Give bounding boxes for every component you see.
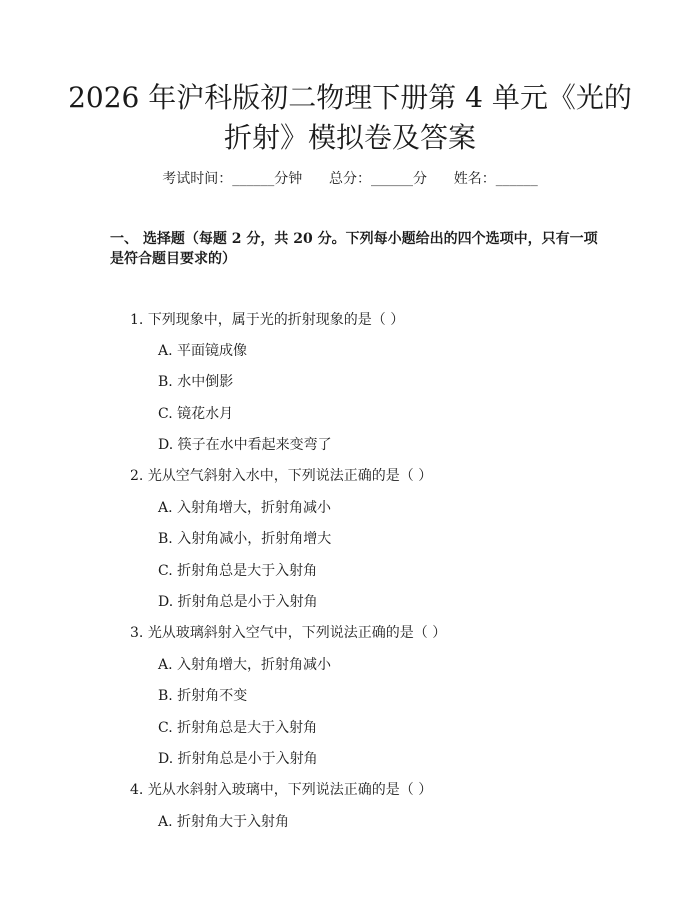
question-2 bbox=[130, 466, 432, 486]
option-letter: B. bbox=[158, 531, 173, 547]
option bbox=[158, 341, 247, 361]
option-text: 入射角减小，折射角增大 bbox=[177, 531, 332, 547]
option bbox=[158, 561, 317, 581]
option bbox=[158, 404, 233, 424]
option-letter: A. bbox=[158, 814, 173, 830]
option-text: 平面镜成像 bbox=[177, 343, 248, 359]
option-letter: C. bbox=[158, 720, 173, 736]
option-text: 水中倒影 bbox=[177, 374, 234, 390]
option-letter: A. bbox=[158, 343, 173, 359]
option bbox=[158, 498, 331, 518]
option bbox=[158, 812, 289, 832]
question-3 bbox=[130, 623, 446, 643]
option bbox=[158, 529, 331, 549]
option bbox=[158, 718, 317, 738]
question-4 bbox=[130, 780, 432, 800]
option-letter: B. bbox=[158, 374, 173, 390]
question-text: 光从空气斜射入水中，下列说法正确的是（ ） bbox=[147, 468, 433, 484]
option-text: 折射角总是小于入射角 bbox=[177, 751, 318, 767]
exam-info: 考试时间：______分钟 总分：______分 姓名：______ bbox=[162, 171, 538, 187]
option-letter: B. bbox=[158, 688, 173, 704]
option bbox=[158, 592, 318, 612]
question-text: 光从玻璃斜射入空气中，下列说法正确的是（ ） bbox=[147, 625, 447, 641]
option-text: 筷子在水中看起来变弯了 bbox=[177, 437, 332, 453]
option-text: 入射角增大，折射角减小 bbox=[177, 500, 332, 516]
option bbox=[158, 655, 331, 675]
option-text: 折射角总是大于入射角 bbox=[177, 720, 318, 736]
question-text: 下列现象中，属于光的折射现象的是（ ） bbox=[147, 312, 405, 328]
option bbox=[158, 686, 247, 706]
question-number: 1. bbox=[130, 312, 144, 328]
question-text: 光从水斜射入玻璃中，下列说法正确的是（ ） bbox=[147, 782, 433, 798]
option-text: 折射角总是大于入射角 bbox=[177, 563, 318, 579]
option-letter: D. bbox=[158, 437, 174, 453]
option-text: 入射角增大，折射角减小 bbox=[177, 657, 332, 673]
section-heading: 一、 选择题（每题 2 分，共 20 分。下列每小题给出的四个选项中，只有一项是符合题目要求的） bbox=[110, 231, 598, 267]
option bbox=[158, 435, 332, 455]
option-letter: A. bbox=[158, 500, 173, 516]
question-number: 2. bbox=[130, 468, 144, 484]
option bbox=[158, 372, 233, 392]
option-text: 折射角不变 bbox=[177, 688, 248, 704]
page-title: 2026 年沪科版初二物理下册第 4 单元《光的折射》模拟卷及答案 bbox=[68, 81, 632, 154]
option-letter: D. bbox=[158, 751, 174, 767]
option-text: 镜花水月 bbox=[177, 406, 234, 422]
question-number: 3. bbox=[130, 625, 144, 641]
option-text: 折射角大于入射角 bbox=[177, 814, 290, 830]
option-text: 折射角总是小于入射角 bbox=[177, 594, 318, 610]
option bbox=[158, 749, 318, 769]
question-1 bbox=[130, 310, 404, 330]
option-letter: D. bbox=[158, 594, 174, 610]
option-letter: C. bbox=[158, 563, 173, 579]
question-number: 4. bbox=[130, 782, 144, 798]
option-letter: A. bbox=[158, 657, 173, 673]
option-letter: C. bbox=[158, 406, 173, 422]
